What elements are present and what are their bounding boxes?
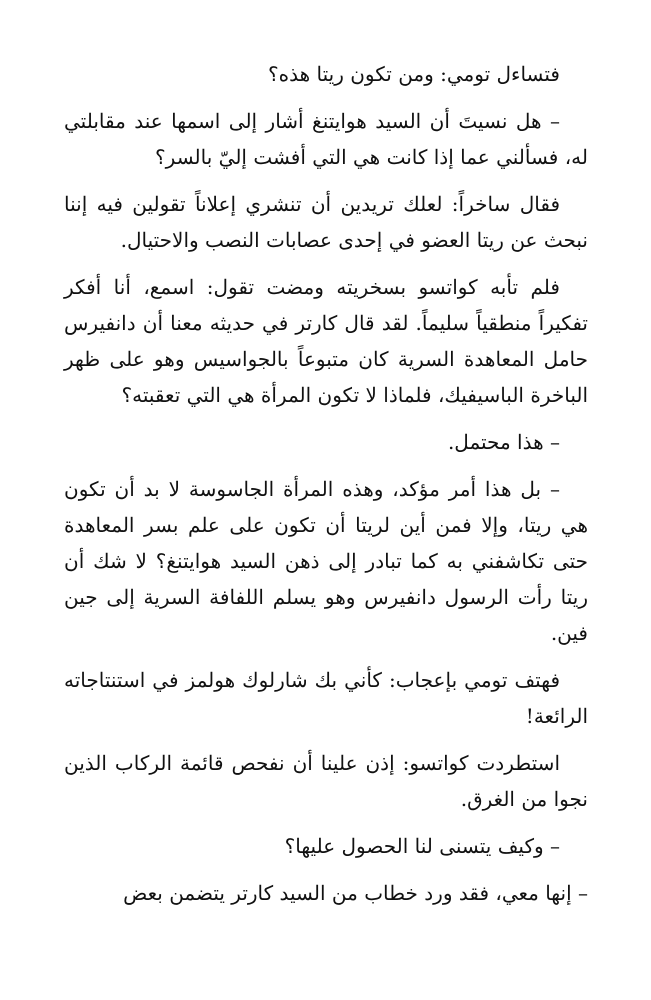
paragraph-4: فلم تأبه كواتسو بسخريته ومضت تقول: اسمع، أنا أفكر تفكيراً منطقياً سليماً. لقد قال كارتر في حديثه معنا أن دانفيرس حامل المعاهدة السرية كان متبوعاً بالجواسيس وهو على ظهر الباخرة الباسيفيك، فلماذا لا تكون المرأة هي التي تعقبته؟ (64, 275, 588, 407)
paragraph-9: – وكيف يتسنى لنا الحصول عليها؟ (284, 834, 560, 858)
paragraph-2: – هل نسيتَ أن السيد هوايتنغ أشار إلى اسمها عند مقابلتي له، فسألني عما إذا كانت هي التي أفشت إليّ بالسر؟ (64, 109, 588, 169)
paragraph-7: فهتف تومي بإعجاب: كأني بك شارلوك هولمز في استنتاجاته الرائعة! (64, 668, 588, 728)
paragraph-6: – بل هذا أمر مؤكد، وهذه المرأة الجاسوسة لا بد أن تكون هي ريتا، وإلا فمن أين لريتا أن تكون على علم بسر المعاهدة حتى تكاشفني به كما تبادر إلى ذهن السيد هوايتنغ؟ لا شك أن ريتا رأت الرسول دانفيرس وهو يسلم اللفافة السرية إلى جين فين. (64, 477, 588, 645)
paragraph-10: – إنها معي، فقد ورد خطاب من السيد كارتر يتضمن بعض (123, 881, 588, 905)
paragraph-8: استطردت كواتسو: إذن علينا أن نفحص قائمة الركاب الذين نجوا من الغرق. (64, 751, 588, 811)
book-page (64, 56, 588, 911)
paragraph-3: فقال ساخراً: لعلك تريدين أن تنشري إعلاناً تقولين فيه إننا نبحث عن ريتا العضو في إحدى عصابات النصب والاحتيال. (64, 192, 588, 252)
paragraph-5: – هذا محتمل. (447, 430, 560, 454)
paragraph-1: فتساءل تومي: ومن تكون ريتا هذه؟ (268, 62, 560, 86)
